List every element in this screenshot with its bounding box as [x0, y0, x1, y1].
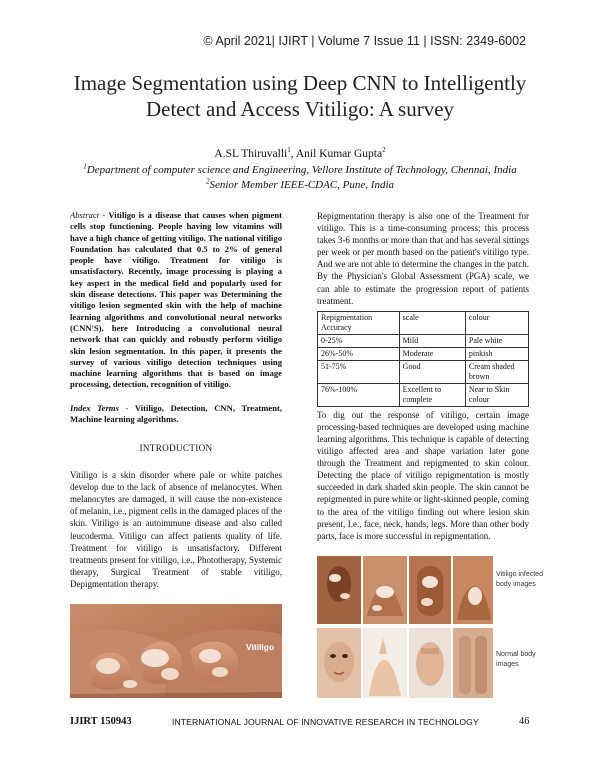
introduction-heading: INTRODUCTION — [139, 443, 213, 454]
abstract-text: Vitiligo is a disease that causes when pigment cells stop functioning. People having low vitamins will have a high chance of getting vitiligo. The national vitiligo Foundation has calculated that 0.5 to 2% of general people have vitiligo. Treatment for vitiligo is unsatisfactory. Recently, image processing is playing a key aspect in the medical field and popularly used for skin disease detections. This paper was Determining the vitiligo lesion segmented skin with the help of machine learning algorithms and convolutional neural networks (CNN'S), here Introducing a convolutional neural network that can quickly and robustly perform vitiligo skin lesion segmentation. In this paper, it presents the survey of various vitiligo detection techniques using machine learning algorithms that is based on image processing, detection, recognition of vitiligo. — [70, 210, 282, 390]
footer-page-number: 46 — [519, 716, 530, 727]
table-cell: 76%-100% — [318, 383, 400, 406]
table-cell: 51-75% — [318, 360, 400, 383]
body-images-collage — [317, 556, 543, 698]
abstract — [70, 210, 282, 391]
paper-title — [60, 70, 540, 122]
table-cell: Mild — [399, 334, 465, 347]
index-terms-text: Vitiligo, Detection, CNN, Treatment, Machine learning algorithms. — [70, 402, 282, 425]
author-2-sup: 2 — [382, 146, 386, 155]
table-row — [318, 383, 529, 406]
author-separator: , — [290, 148, 296, 160]
table-cell: 26%-50% — [318, 347, 400, 360]
affiliation-2-sup: 2 — [205, 177, 210, 186]
abstract-label: Abstract - — [70, 210, 106, 220]
table-cell: Good — [399, 360, 465, 383]
index-terms — [70, 403, 282, 426]
table-cell: Moderate — [399, 347, 465, 360]
left-column — [70, 210, 282, 591]
affiliation-2-text: Senior Member IEEE-CDAC, Pune, India — [209, 179, 394, 191]
affiliation-2 — [40, 179, 560, 191]
table-cell: Excellent to complete — [399, 383, 465, 406]
vitiligo-hands-photo — [70, 604, 282, 698]
table-row — [318, 347, 529, 360]
table-cell: Near to Skin colour — [465, 383, 528, 406]
normal-image-2 — [363, 628, 407, 698]
footer-journal-name: INTERNATIONAL JOURNAL OF INNOVATIVE RESEARCH IN TECHNOLOGY — [172, 717, 479, 727]
infected-image-3 — [409, 556, 451, 624]
affiliation-1-text: Department of computer science and Engineering, Vellore Institute of Technology, Chennai, India — [86, 164, 517, 176]
infected-image-4 — [453, 556, 493, 624]
table-cell: 0-25% — [318, 334, 400, 347]
table-row — [318, 360, 529, 383]
image-processing-paragraph: To dig out the response of vitiligo, certain image processing-based techniques are developed using machine learning algorithms. This technique is capable of detecting vitiligo affected area and shape variation later gone through the Treatment and repigmented to skin colour. Detecting the place of vitiligo repigmentation is mostly succeeded in dark shaded skin people. The skin cannot be repigmented in pure white or light-skinned people, coming to the area of the vitiligo finding out where lesion skin present, I.e., face, neck, hands, legs. More than other body parts, face is more successful in repigmentation. — [317, 409, 529, 541]
author-list — [60, 148, 540, 160]
table-header-cell: Repigmentation Accuracy — [318, 311, 400, 334]
author-1-sup: 1 — [287, 146, 291, 155]
table-header-cell: colour — [465, 311, 528, 334]
author-1: A.SL Thiruvalli — [214, 148, 288, 160]
pga-scale-table — [317, 311, 529, 407]
table-cell: Pale white — [465, 334, 528, 347]
infected-image-1 — [317, 556, 361, 624]
title-line-1: Image Segmentation using Deep CNN to Intelligently — [73, 71, 527, 95]
table-row — [318, 334, 529, 347]
table-header-cell: scale — [399, 311, 465, 334]
normal-image-3 — [409, 628, 451, 698]
title-line-2: Detect and Access Vitiligo: A survey — [145, 97, 455, 121]
normal-images-label: Normal body images — [496, 651, 536, 668]
infected-image-2 — [363, 556, 407, 624]
table-cell: pinkish — [465, 347, 528, 360]
repigmentation-paragraph: Repigmentation therapy is also one of the Treatment for vitiligo. This is a time-consuming process; this process takes 3-6 months or more than that and has several sittings per week or per month based on the patient's vitiligo type. And we are not able to determine the changes in the patch. By the Physician's Global Assessment (PGA) scale, we can able to estimate the progression report of patients treatment. — [317, 211, 529, 306]
footer-paper-id: IJIRT 150943 — [70, 716, 132, 727]
vitiligo-photo-label: Vitiligo — [246, 642, 275, 652]
affiliation-1-sup: 1 — [83, 162, 87, 171]
collage-illustration — [317, 556, 543, 698]
table-cell: Cream shaded brown — [465, 360, 528, 383]
infected-images-label: Vitiligo infected body images — [496, 571, 543, 588]
hands-illustration — [70, 604, 282, 698]
normal-image-4 — [453, 628, 493, 698]
index-terms-label: Index Terms - — [70, 402, 129, 413]
affiliation-1 — [40, 164, 560, 176]
normal-image-1 — [317, 628, 361, 698]
author-2: Anil Kumar Gupta — [295, 148, 383, 160]
right-column — [317, 210, 529, 542]
introduction-paragraph: Vitiligo is a skin disorder where pale or white patches develop due to the lack of absence of melanocytes. When melanocytes are damaged, it will cause the non-existence of melanin, i.e., pigment cells in the damaged places of the skin. Vitiligo is an autoimmune disease and also called leucoderma. Vitiligo can affect patients quality of life. Treatment for vitiligo is unsatisfactory. Different treatments present for vitiligo, i.e., Phototherapy, Systemic therapy, Surgical Treatment of stable vitiligo, Depigmentation therapy. — [70, 469, 282, 590]
journal-citation-header: © April 2021| IJIRT | Volume 7 Issue 11 | ISSN: 2349-6002 — [203, 34, 526, 48]
table-header-row — [318, 311, 529, 334]
